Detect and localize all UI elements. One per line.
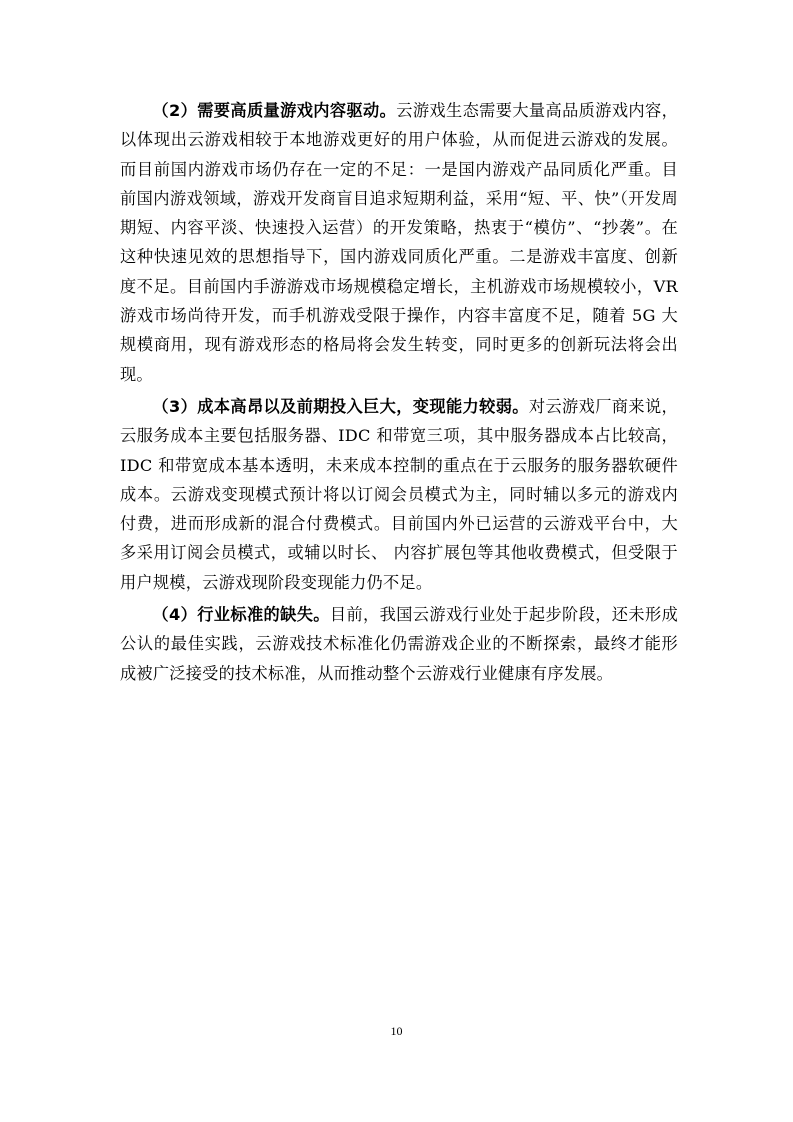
paragraph-cost	[120, 392, 678, 597]
paragraph-heading: （2）需要高质量游戏内容驱动。	[152, 101, 397, 120]
paragraph-standards	[120, 600, 678, 688]
document-body	[120, 96, 678, 691]
page-number: 10	[390, 1024, 403, 1038]
paragraph-text: 云游戏生态需要大量高品质游戏内容，以体现出云游戏相较于本地游戏更好的用户体验，从而促进云游戏的发展。而目前国内游戏市场仍存在一定的不足：一是国内游戏产品同质化严重。目前国内游戏领域，游戏开发商盲目追求短期利益，采用“短、平、快”（开发周期短、内容平淡、快速投入运营）的开发策略，热衷于“模仿”、“抄袭”。在这种快速见效的思想指导下，国内游戏同质化严重。二是游戏丰富度、创新度不足。目前国内手游游戏市场规模稳定增长，主机游戏市场规模较小，VR 游戏市场尚待开发，而手机游戏受限于操作，内容丰富度不足，随着 5G 大规模商用，现有游戏形态的格局将会发生转变，同时更多的创新玩法将会出现。	[120, 101, 679, 384]
paragraph-heading: （4）行业标准的缺失。	[152, 605, 330, 625]
paragraph-content-driven	[120, 96, 678, 389]
paragraph-heading: （3）成本高昂以及前期投入巨大，变现能力较弱。	[152, 396, 529, 416]
paragraph-text: 对云游戏厂商来说，云服务成本主要包括服务器、IDC 和带宽三项，其中服务器成本占比较高，IDC 和带宽成本基本透明，未来成本控制的重点在于云服务的服务器软硬件成本。云游戏变现模式预计将以订阅会员模式为主，同时辅以多元的游戏内付费，进而形成新的混合付费模式。目前国内外已运营的云游戏平台中，大多采用订阅会员模式，或辅以时长、 内容扩展包等其他收费模式，但受限于用户规模，云游戏现阶段变现能力仍不足。	[120, 396, 678, 592]
paragraph-text: 目前，我国云游戏行业处于起步阶段，还未形成公认的最佳实践，云游戏技术标准化仍需游戏企业的不断探索，最终才能形成被广泛接受的技术标准，从而推动整个云游戏行业健康有序发展。	[120, 605, 678, 683]
